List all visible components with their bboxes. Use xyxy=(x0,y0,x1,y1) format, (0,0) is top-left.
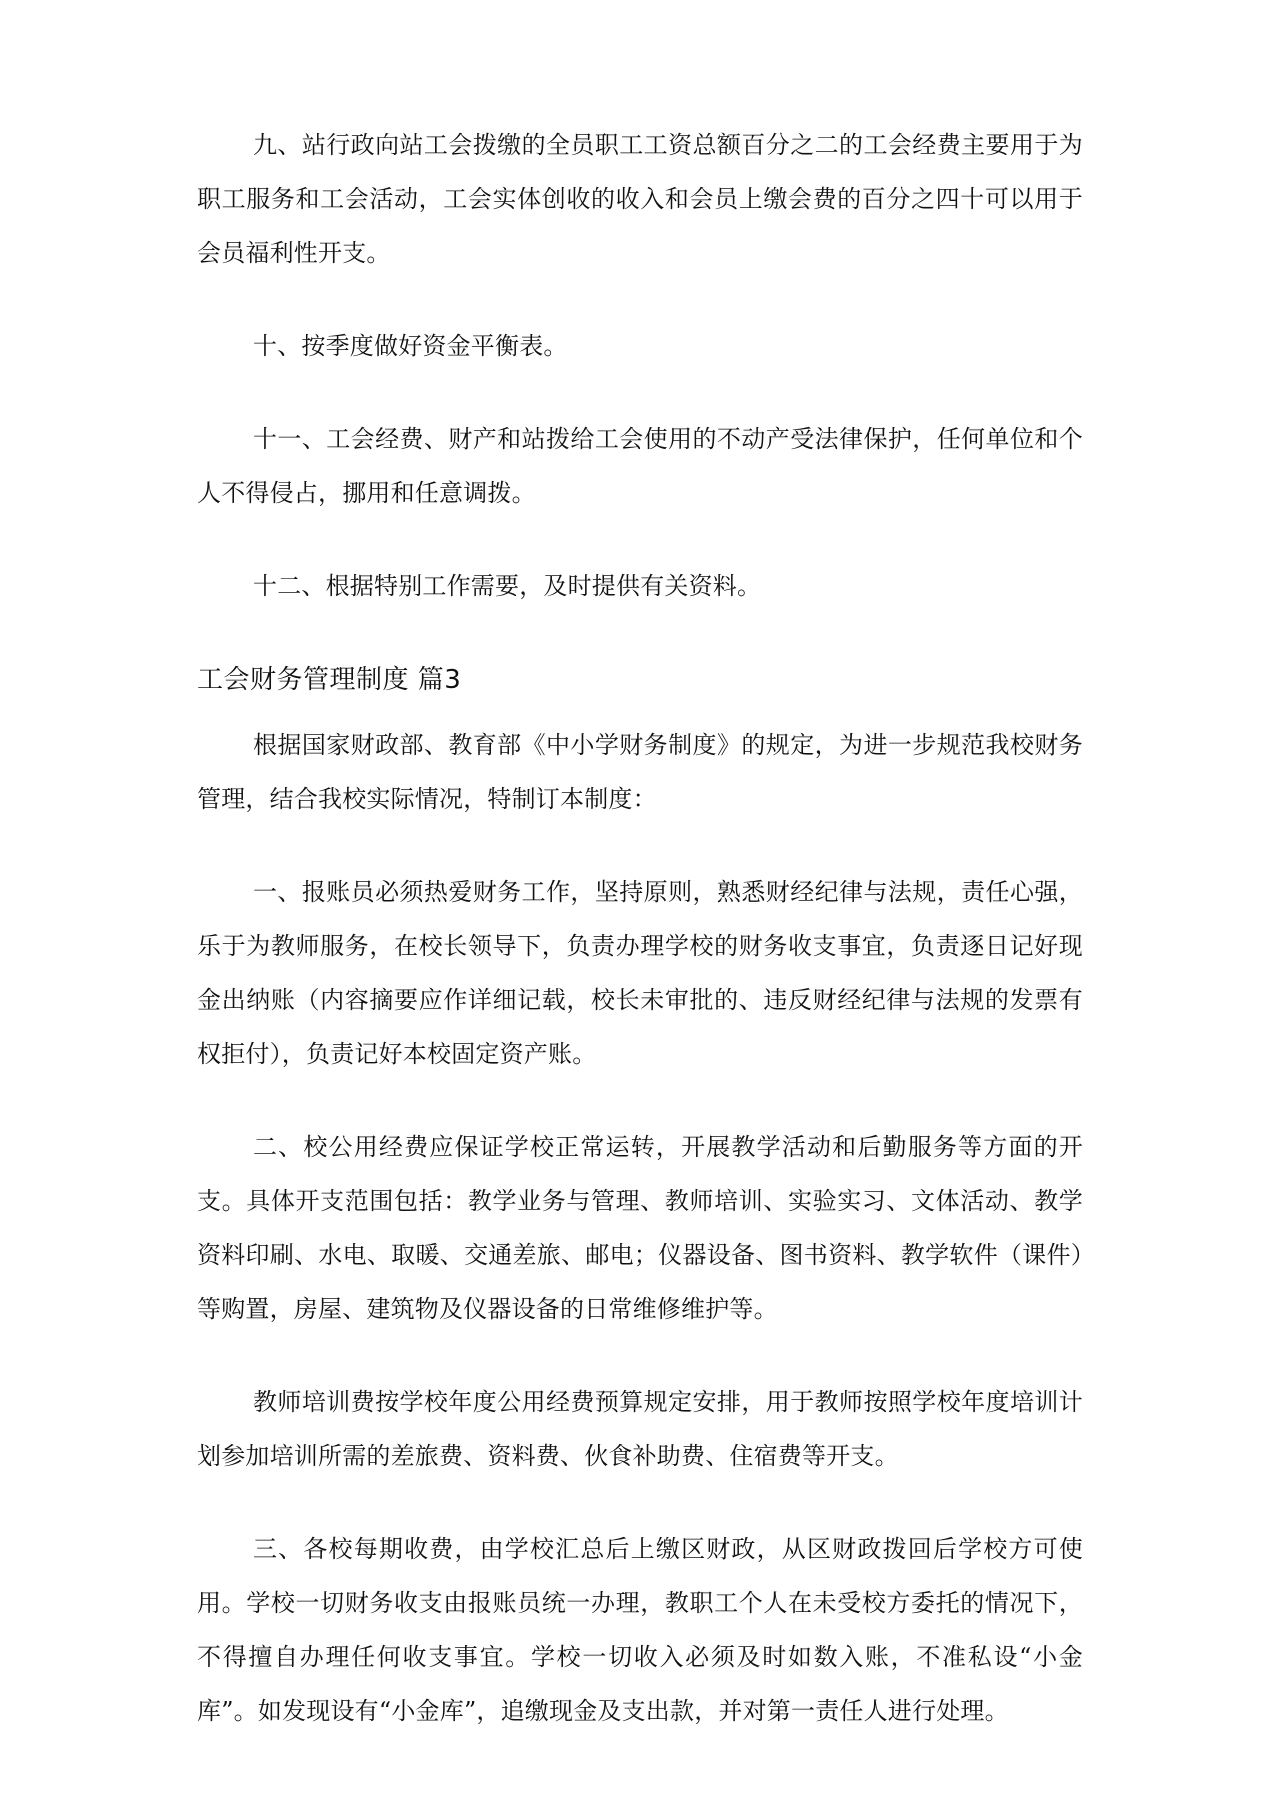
paragraph-item-9: 九、站行政向站工会拨缴的全员职工工资总额百分之二的工会经费主要用于为职工服务和工会活动，工会实体创收的收入和会员上缴会费的百分之四十可以用于会员福利性开支。 xyxy=(197,131,1083,267)
paragraph-item-3: 三、各校每期收费，由学校汇总后上缴区财政，从区财政拨回后学校方可使用。学校一切财务收支由报账员统一办理，教职工个人在未受校方委托的情况下，不得擅自办理任何收支事宜。学校一切收入必须及时如数入账，不准私设“小金库”。如发现设有“小金库”，追缴现金及支出款，并对第一责任人进行处理。 xyxy=(197,1535,1083,1725)
paragraph-item-12: 十二、根据特别工作需要，及时提供有关资料。 xyxy=(253,572,762,600)
document-body xyxy=(197,118,1083,1777)
paragraph-item-11: 十一、工会经费、财产和站拨给工会使用的不动产受法律保护，任何单位和个人不得侵占，挪用和任意调拨。 xyxy=(197,425,1083,507)
paragraph-item-10: 十、按季度做好资金平衡表。 xyxy=(253,332,568,360)
section-heading: 工会财务管理制度 篇3 xyxy=(197,665,462,695)
paragraph-item-1: 一、报账员必须热爱财务工作，坚持原则，熟悉财经纪律与法规，责任心强，乐于为教师服务，在校长领导下，负责办理学校的财务收支事宜，负责逐日记好现金出纳账（内容摘要应作详细记载，校长未审批的、违反财经纪律与法规的发票有权拒付），负责记好本校固定资产账。 xyxy=(197,878,1083,1068)
paragraph-training-fee: 教师培训费按学校年度公用经费预算规定安排，用于教师按照学校年度培训计划参加培训所需的差旅费、资料费、伙食补助费、住宿费等开支。 xyxy=(197,1388,1083,1470)
paragraph-intro: 根据国家财政部、教育部《中小学财务制度》的规定，为进一步规范我校财务管理，结合我校实际情况，特制订本制度： xyxy=(197,731,1083,813)
paragraph-item-2: 二、校公用经费应保证学校正常运转，开展教学活动和后勤服务等方面的开支。具体开支范围包括：教学业务与管理、教师培训、实验实习、文体活动、教学资料印刷、水电、取暖、交通差旅、邮电；仪器设备、图书资料、教学软件（课件）等购置，房屋、建筑物及仪器设备的日常维修维护等。 xyxy=(197,1133,1083,1323)
